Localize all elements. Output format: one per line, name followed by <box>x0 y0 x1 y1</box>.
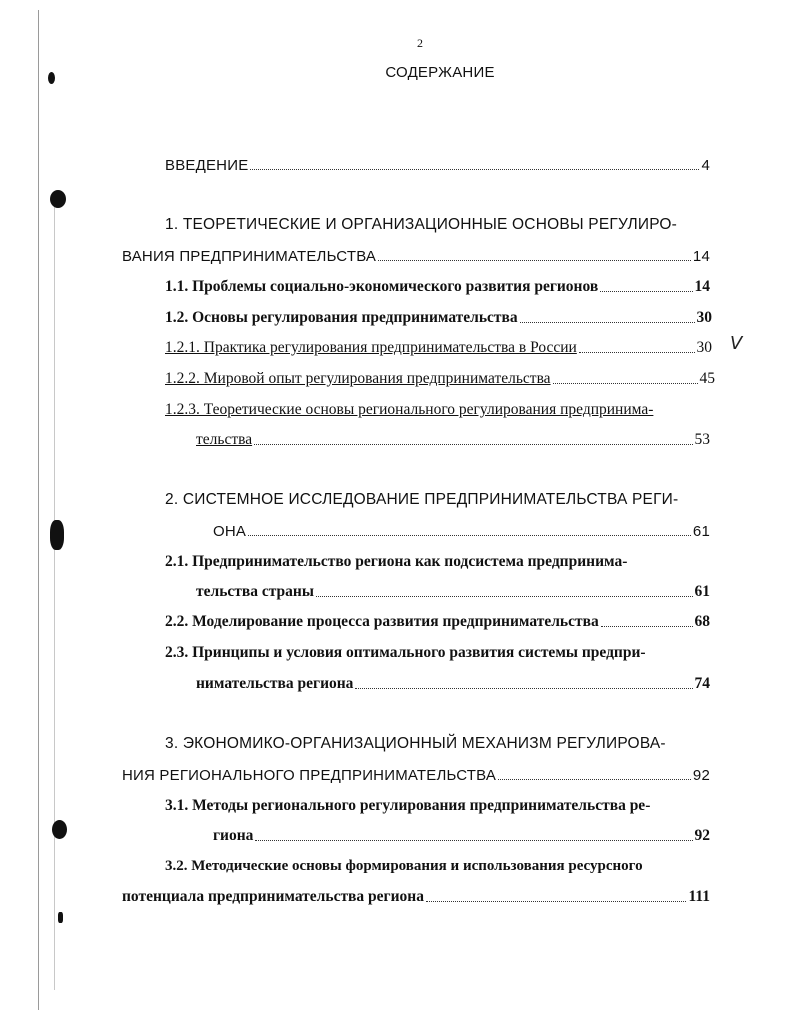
toc-section-1-2-3-line1: 1.2.3. Теоретические основы регионального регулирования предпринима- <box>165 401 654 418</box>
toc-entry-text: НИЯ РЕГИОНАЛЬНОГО ПРЕДПРИНИМАТЕЛЬСТВА <box>122 767 497 784</box>
toc-chapter-2 <box>213 518 710 540</box>
checkmark-icon: V <box>730 333 743 354</box>
toc-chapter-3-line1: 3. ЭКОНОМИКО-ОРГАНИЗАЦИОННЫЙ МЕХАНИЗМ РЕГУЛИРОВА- <box>165 735 666 752</box>
toc-section-2-1 <box>196 579 710 601</box>
toc-page-number: 45 <box>699 370 715 387</box>
dot-leader <box>316 596 693 597</box>
punch-hole-mark <box>58 912 63 923</box>
toc-entry-text: гиона <box>213 827 254 844</box>
toc-page-number: 61 <box>692 523 710 540</box>
toc-section-1-2-1 <box>165 335 712 357</box>
toc-page-number: 74 <box>694 675 710 692</box>
page-title: СОДЕРЖАНИЕ <box>385 64 495 81</box>
toc-page-number: 92 <box>692 767 710 784</box>
toc-section-2-2 <box>165 609 710 631</box>
dot-leader <box>601 626 693 627</box>
toc-section-1-2-3 <box>196 427 710 449</box>
punch-hole-mark <box>52 820 67 839</box>
toc-page-number: 30 <box>696 339 712 356</box>
punch-hole-mark <box>48 72 55 84</box>
toc-page-number: 30 <box>696 309 712 326</box>
toc-page-number: 14 <box>692 248 710 265</box>
toc-chapter-1-line1: 1. ТЕОРЕТИЧЕСКИЕ И ОРГАНИЗАЦИОННЫЕ ОСНОВЫ РЕГУЛИРО- <box>165 216 678 233</box>
toc-page-number: 14 <box>694 278 710 295</box>
dot-leader <box>250 169 699 170</box>
dot-leader <box>520 322 695 323</box>
toc-entry-text: нимательства региона <box>196 675 354 692</box>
toc-entry-text: 1.2. Основы регулирования предпринимательства <box>165 309 518 326</box>
dot-leader <box>255 840 692 841</box>
dot-leader <box>248 535 691 536</box>
toc-entry-text: 1.2.2. Мировой опыт регулирования предпринимательства <box>165 370 551 387</box>
toc-page-number: 61 <box>694 583 710 600</box>
toc-entry-text: 2.2. Моделирование процесса развития предпринимательства <box>165 613 599 630</box>
toc-section-3-2-line1: 3.2. Методические основы формирования и использования ресурсного <box>165 858 643 874</box>
toc-entry-text: тельства страны <box>196 583 314 600</box>
toc-entry-text: потенциала предпринимательства региона <box>122 888 424 905</box>
toc-entry-text: ВАНИЯ ПРЕДПРИНИМАТЕЛЬСТВА <box>122 248 377 265</box>
toc-page-number: 53 <box>694 431 710 448</box>
scan-edge-line <box>54 200 55 990</box>
dot-leader <box>498 779 691 780</box>
toc-section-1-2-2 <box>165 366 715 388</box>
toc-section-1-1 <box>165 274 710 296</box>
toc-entry-text: тельства <box>196 431 253 448</box>
dot-leader <box>600 291 692 292</box>
dot-leader <box>553 383 698 384</box>
toc-chapter-3 <box>122 762 710 784</box>
toc-section-3-1 <box>213 823 710 845</box>
toc-entry-intro <box>165 152 710 174</box>
toc-section-3-2 <box>122 884 710 906</box>
toc-chapter-1 <box>122 243 710 265</box>
dot-leader <box>355 688 692 689</box>
toc-entry-text: 1.1. Проблемы социально-экономического развития регионов <box>165 278 599 295</box>
dot-leader <box>378 260 691 261</box>
toc-section-1-2 <box>165 305 712 327</box>
toc-section-3-1-line1: 3.1. Методы регионального регулирования предпринимательства ре- <box>165 797 651 814</box>
toc-section-2-3 <box>196 671 710 693</box>
scan-edge-line <box>38 10 39 1010</box>
page-number: 2 <box>417 36 423 50</box>
toc-entry-text: 1.2.1. Практика регулирования предпринимательства в России <box>165 339 577 356</box>
dot-leader <box>579 352 695 353</box>
toc-page-number: 68 <box>694 613 710 630</box>
toc-section-2-3-line1: 2.3. Принципы и условия оптимального развития системы предпри- <box>165 644 646 661</box>
toc-page-number: 92 <box>694 827 710 844</box>
dot-leader <box>254 444 692 445</box>
toc-page-number: 4 <box>701 157 710 174</box>
toc-chapter-2-line1: 2. СИСТЕМНОЕ ИССЛЕДОВАНИЕ ПРЕДПРИНИМАТЕЛЬСТВА РЕГИ- <box>165 491 679 508</box>
toc-section-2-1-line1: 2.1. Предпринимательство региона как подсистема предпринима- <box>165 553 628 570</box>
toc-entry-text: ВВЕДЕНИЕ <box>165 157 249 174</box>
toc-entry-text: ОНА <box>213 523 247 540</box>
dot-leader <box>426 901 686 902</box>
punch-hole-mark <box>50 190 66 208</box>
toc-page-number: 111 <box>688 888 710 905</box>
punch-hole-mark <box>50 520 64 550</box>
